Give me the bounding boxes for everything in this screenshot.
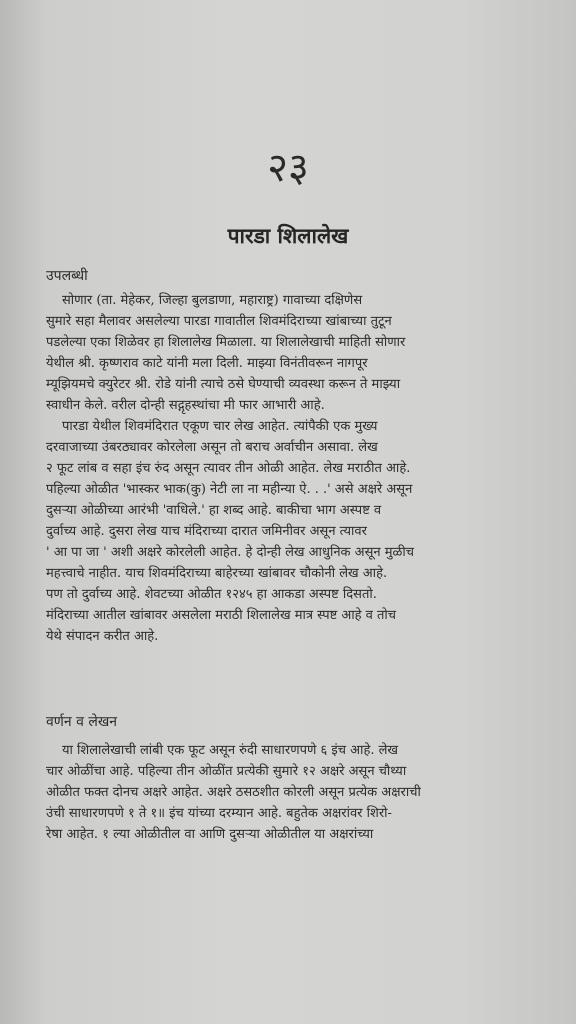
chapter-number: २३ — [267, 145, 309, 191]
paragraph-line: स्वाधीन केले. वरील दोन्ही सद्गृहस्थांचा मी फार आभारी आहे. — [46, 398, 325, 413]
paragraph-line: पडलेल्या एका शिळेवर हा शिलालेख मिळाला. या शिलालेखाची माहिती सोणार — [46, 335, 406, 350]
paragraph-line: उंची साधारणपणे १ ते १॥ इंच यांच्या दरम्यान आहे. बहुतेक अक्षरांवर शिरो- — [46, 806, 392, 821]
paragraph-line: सोणार (ता. मेहेकर, जिल्हा बुलडाणा, महाराष्ट्र) गावाच्या दक्षिणेस — [62, 293, 363, 308]
section-body-availability — [46, 290, 521, 647]
paragraph-line: रेषा आहेत. १ ल्या ओळीतील वा आणि दुसऱ्या ओळीतील या अक्षरांच्या — [46, 827, 374, 842]
paragraph-line: ' आ पा जा ' अशी अक्षरे कोरलेली आहेत. हे दोन्ही लेख आधुनिक असून मुळीच — [46, 545, 414, 560]
paragraph-line: चार ओळींचा आहे. पहिल्या तीन ओळींत प्रत्येकी सुमारे १२ अक्षरे असून चौथ्या — [46, 764, 407, 779]
paragraph-line: पहिल्या ओळीत 'भास्कर भाक(कु) नेटी ला ना महीन्या ऐ. . .' असे अक्षरे असून — [46, 482, 413, 497]
paragraph-line: येथील श्री. कृष्णराव काटे यांनी मला दिली. माझ्या विनंतीवरून नागपूर — [46, 356, 368, 371]
paragraph-line: म्यूझियमचे क्युरेटर श्री. रोडे यांनी त्याचे ठसे घेण्याची व्यवस्था करून ते माझ्या — [46, 377, 401, 392]
page-title: पारडा शिलालेख — [227, 223, 349, 248]
paragraph-line: महत्त्वाचे नाहीत. याच शिवमंदिराच्या बाहेरच्या खांबावर चौकोनी लेख आहे. — [46, 566, 388, 581]
paragraph-line: २ फूट लांब व सहा इंच रुंद असून त्यावर तीन ओळी आहेत. लेख मराठीत आहे. — [46, 461, 411, 476]
paragraph-line: दुसऱ्या ओळीच्या आरंभी 'वाधिले.' हा शब्द आहे. बाकीचा भाग अस्पष्ट व — [46, 503, 382, 518]
paragraph-line: मंदिराच्या आतील खांबावर असलेला मराठी शिलालेख मात्र स्पष्ट आहे व तोच — [46, 608, 397, 623]
section-heading-availability: उपलब्धी — [46, 268, 88, 284]
paragraph-line: सुमारे सहा मैलावर असलेल्या पारडा गावातील शिवमंदिराच्या खांबाच्या तुटून — [46, 314, 392, 329]
paragraph-line: ओळीत फक्त दोनच अक्षरे आहेत. अक्षरे ठसठशीत कोरली असून प्रत्येक अक्षराची — [46, 785, 421, 800]
paragraph-line: या शिलालेखाची लांबी एक फूट असून रुंदी साधारणपणे ६ इंच आहे. लेख — [62, 743, 399, 758]
paragraph-line: पण तो दुर्वाच्य आहे. शेवटच्या ओळीत १२४५ हा आकडा अस्पष्ट दिसतो. — [46, 587, 377, 602]
paragraph-line: पारडा येथील शिवमंदिरात एकूण चार लेख आहेत. त्यांपैकी एक मुख्य — [62, 419, 378, 434]
paragraph-line: येथे संपादन करीत आहे. — [46, 629, 159, 644]
paragraph-line: दुर्वाच्य आहे. दुसरा लेख याच मंदिराच्या दारात जमिनीवर असून त्यावर — [46, 524, 367, 539]
paragraph-line: दरवाजाच्या उंबरठ्यावर कोरलेला असून तो बराच अर्वाचीन असावा. लेख — [46, 440, 378, 455]
section-heading-description: वर्णन व लेखन — [46, 714, 118, 730]
section-body-description — [46, 740, 521, 845]
